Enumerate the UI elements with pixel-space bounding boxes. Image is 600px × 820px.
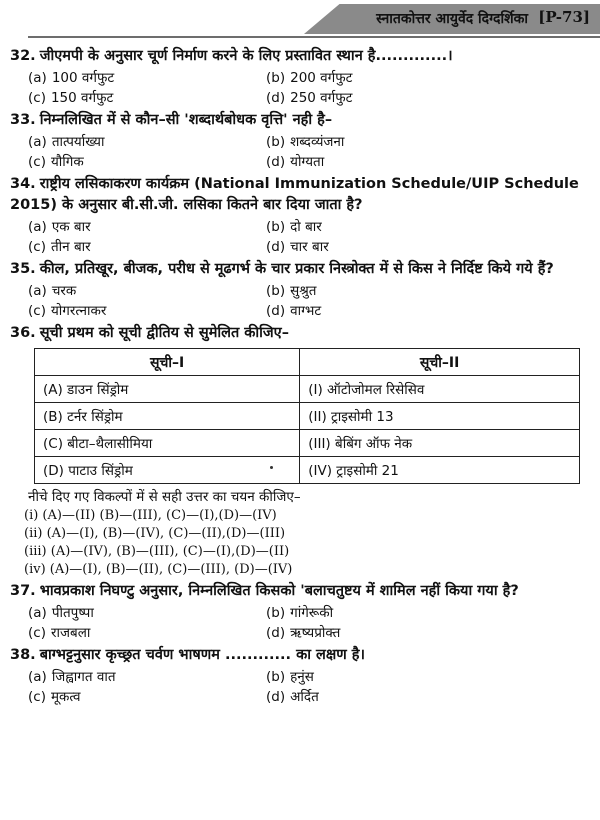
question-38 [10, 645, 588, 707]
options [10, 68, 588, 108]
option-b: (b) सुश्रुत [266, 283, 317, 299]
option-a: (a) एक बार [28, 219, 91, 235]
option-b: (b) हनुंस [266, 669, 314, 685]
option-b: (b) दो बार [266, 219, 322, 235]
table-cell: (A) डाउन सिंड्रोम [35, 376, 300, 403]
option-c: (c) योगरत्नाकर [28, 303, 107, 319]
option-a: (a) चरक [28, 283, 77, 299]
table-row [35, 457, 580, 484]
options [10, 132, 588, 172]
table-row [35, 376, 580, 403]
code-option-iv: (iv) (A)—(I), (B)—(II), (C)—(III), (D)—(IV) [24, 562, 293, 577]
option-c: (c) तीन बार [28, 239, 91, 255]
table-cell: (C) बीटा–थैलासीमिया [35, 430, 300, 457]
question-33 [10, 110, 588, 172]
code-option-i: (i) (A)—(II) (B)—(III), (C)—(I),(D)—(IV) [24, 508, 277, 523]
answer-codes [10, 507, 588, 579]
question-list [10, 44, 588, 707]
options [10, 217, 588, 257]
option-c: (c) यौगिक [28, 154, 84, 170]
book-title: स्नातकोत्तर आयुर्वेद दिग्दर्शिका [376, 11, 528, 27]
option-d: (d) अर्दित [266, 689, 319, 705]
question-text: 35. कील, प्रतिखूर, बीजक, परीध से मूढगर्भ के चार प्रकार निस्त्रोक्त में से किस ने निर्दिष्ट किये गये हैं? [10, 261, 554, 277]
table-row [35, 430, 580, 457]
question-37 [10, 581, 588, 643]
question-text: 32. जीएमपी के अनुसार चूर्ण निर्माण करने के लिए प्रस्तावित स्थान है.............। [10, 48, 453, 64]
table-header: सूची–II [300, 349, 580, 376]
table-header-row [35, 349, 580, 376]
option-c: (c) राजबला [28, 625, 91, 641]
question-text: 34. राष्ट्रीय लसिकाकरण कार्यक्रम (National Immunization Schedule/UIP Schedule 2015) के अनुसार बी.सी.जी. लसिका कितने बार दिया जाता है? [10, 176, 579, 213]
option-a: (a) 100 वर्गफुट [28, 70, 115, 86]
instruction-text: नीचे दिए गए विकल्पों में से सही उत्तर का चयन कीजिए– [28, 489, 301, 505]
table-cell: (IV) ट्राइसोमी 21 [300, 457, 580, 484]
options [10, 667, 588, 707]
option-a: (a) तात्पर्याख्या [28, 134, 105, 150]
question-text: 38. बाग्भट्टनुसार कृच्छ्रत चर्वण भाषणम ............ का लक्षण है। [10, 647, 365, 663]
option-b: (b) 200 वर्गफुट [266, 70, 353, 86]
question-34 [10, 174, 588, 257]
option-b: (b) गांगेरूकी [266, 605, 334, 621]
code-option-ii: (ii) (A)—(I), (B)—(IV), (C)—(II),(D)—(III) [24, 526, 286, 541]
question-35 [10, 259, 588, 321]
print-speck [270, 466, 273, 469]
question-text: 37. भावप्रकाश निघण्टु अनुसार, निम्नलिखित किसको 'बलाचतुष्टय में शामिल नहीं किया गया है? [10, 583, 519, 599]
option-d: (d) ऋष्यप्रोक्त [266, 625, 341, 641]
question-36 [10, 323, 588, 579]
table-cell: (II) ट्राइसोमी 13 [300, 403, 580, 430]
option-d: (d) चार बार [266, 239, 329, 255]
page-number: [P-73] [538, 8, 590, 26]
option-a: (a) पीतपुष्पा [28, 605, 94, 621]
option-d: (d) योग्यता [266, 154, 325, 170]
option-a: (a) जिह्वागत वात [28, 669, 116, 685]
question-32 [10, 46, 588, 108]
option-c: (c) मूकत्व [28, 689, 81, 705]
question-text: 36. सूची प्रथम को सूची द्वीतिय से सुमेलित कीजिए– [10, 325, 289, 341]
page-header [0, 0, 600, 38]
code-option-iii: (iii) (A)—(IV), (B)—(III), (C)—(I),(D)—(II) [24, 544, 290, 559]
option-d: (d) वाग्भट [266, 303, 322, 319]
option-b: (b) शब्दव्यंजना [266, 134, 345, 150]
option-c: (c) 150 वर्गफुट [28, 90, 114, 106]
table-header: सूची–I [35, 349, 300, 376]
table-row [35, 403, 580, 430]
table-cell: (III) बेबिंग ऑफ नेक [300, 430, 580, 457]
options [10, 281, 588, 321]
option-d: (d) 250 वर्गफुट [266, 90, 353, 106]
question-text: 33. निम्नलिखित में से कौन–सी 'शब्दार्थबोधक वृत्ति' नही है– [10, 112, 333, 128]
table-cell: (D) पाटाउ सिंड्रोम [35, 457, 300, 484]
table-cell: (I) ऑटोजोमल रिसेसिव [300, 376, 580, 403]
table-cell: (B) टर्नर सिंड्रोम [35, 403, 300, 430]
header-rule [28, 36, 600, 38]
match-table [34, 348, 580, 484]
options [10, 603, 588, 643]
